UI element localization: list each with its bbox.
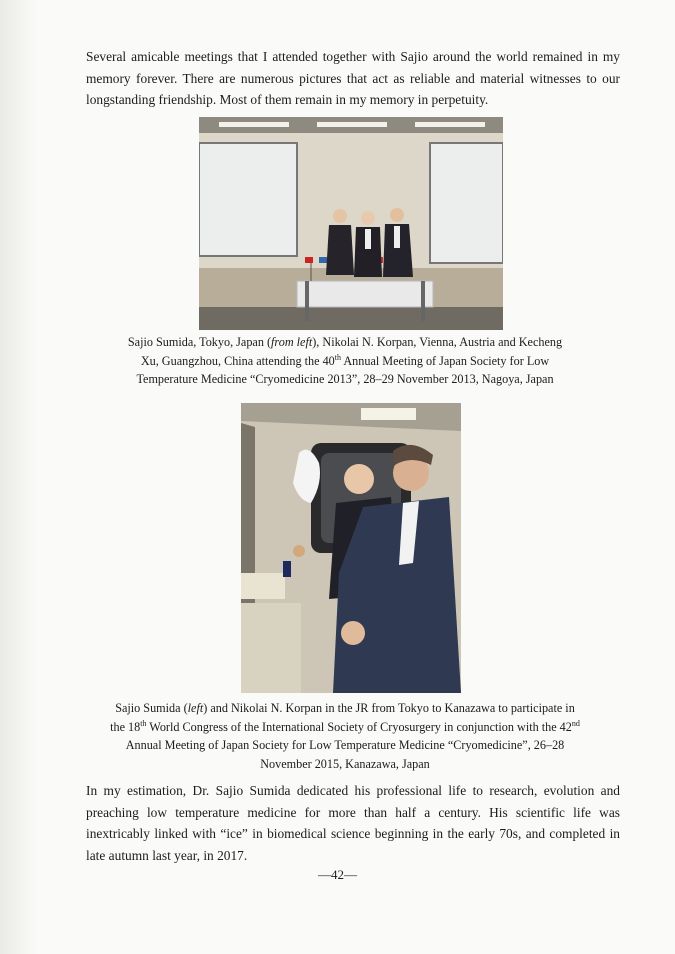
photo-train-journey <box>241 403 461 693</box>
paragraph-estimation: In my estimation, Dr. Sajio Sumida dedicated his professional life to research, evolution and preaching low temperature medicine for more than half a century. His scientific life was inextricably linked with “ice” in biomedical science beginning in the early 70s, and completed in late autumn last year, in 2017. <box>86 783 620 863</box>
page-spine-shadow <box>0 0 38 954</box>
caption-handshake-photo: Sajio Sumida, Tokyo, Japan (from left), Nikolai N. Korpan, Vienna, Austria and Kecheng Xu, Guangzhou, China attending the 40th Annual Meeting of Japan Society for Low Temperature Medicine “Cryomedicine 2013”, 28–29 November 2013, Nagoya, Japan <box>127 335 563 387</box>
page-number: —42— <box>318 867 357 882</box>
paragraph-memories: Several amicable meetings that I attended together with Sajio around the world remained in my memory forever. There are numerous pictures that act as reliable and material witnesses to our longstanding friendship. Most of them remain in my memory in perpetuity. <box>86 49 620 107</box>
caption-train-photo: Sajio Sumida (left) and Nikolai N. Korpan in the JR from Tokyo to Kanazawa to participate in the 18th World Congress of the International Society of Cryosurgery in conjunction with the 42nd Annual Meeting of Japan Society for Low Temperature Medicine “Cryomedicine”, 26–28 November 2015, Kanazawa, Japan <box>110 701 580 771</box>
photo-handshake-meeting <box>199 117 503 330</box>
